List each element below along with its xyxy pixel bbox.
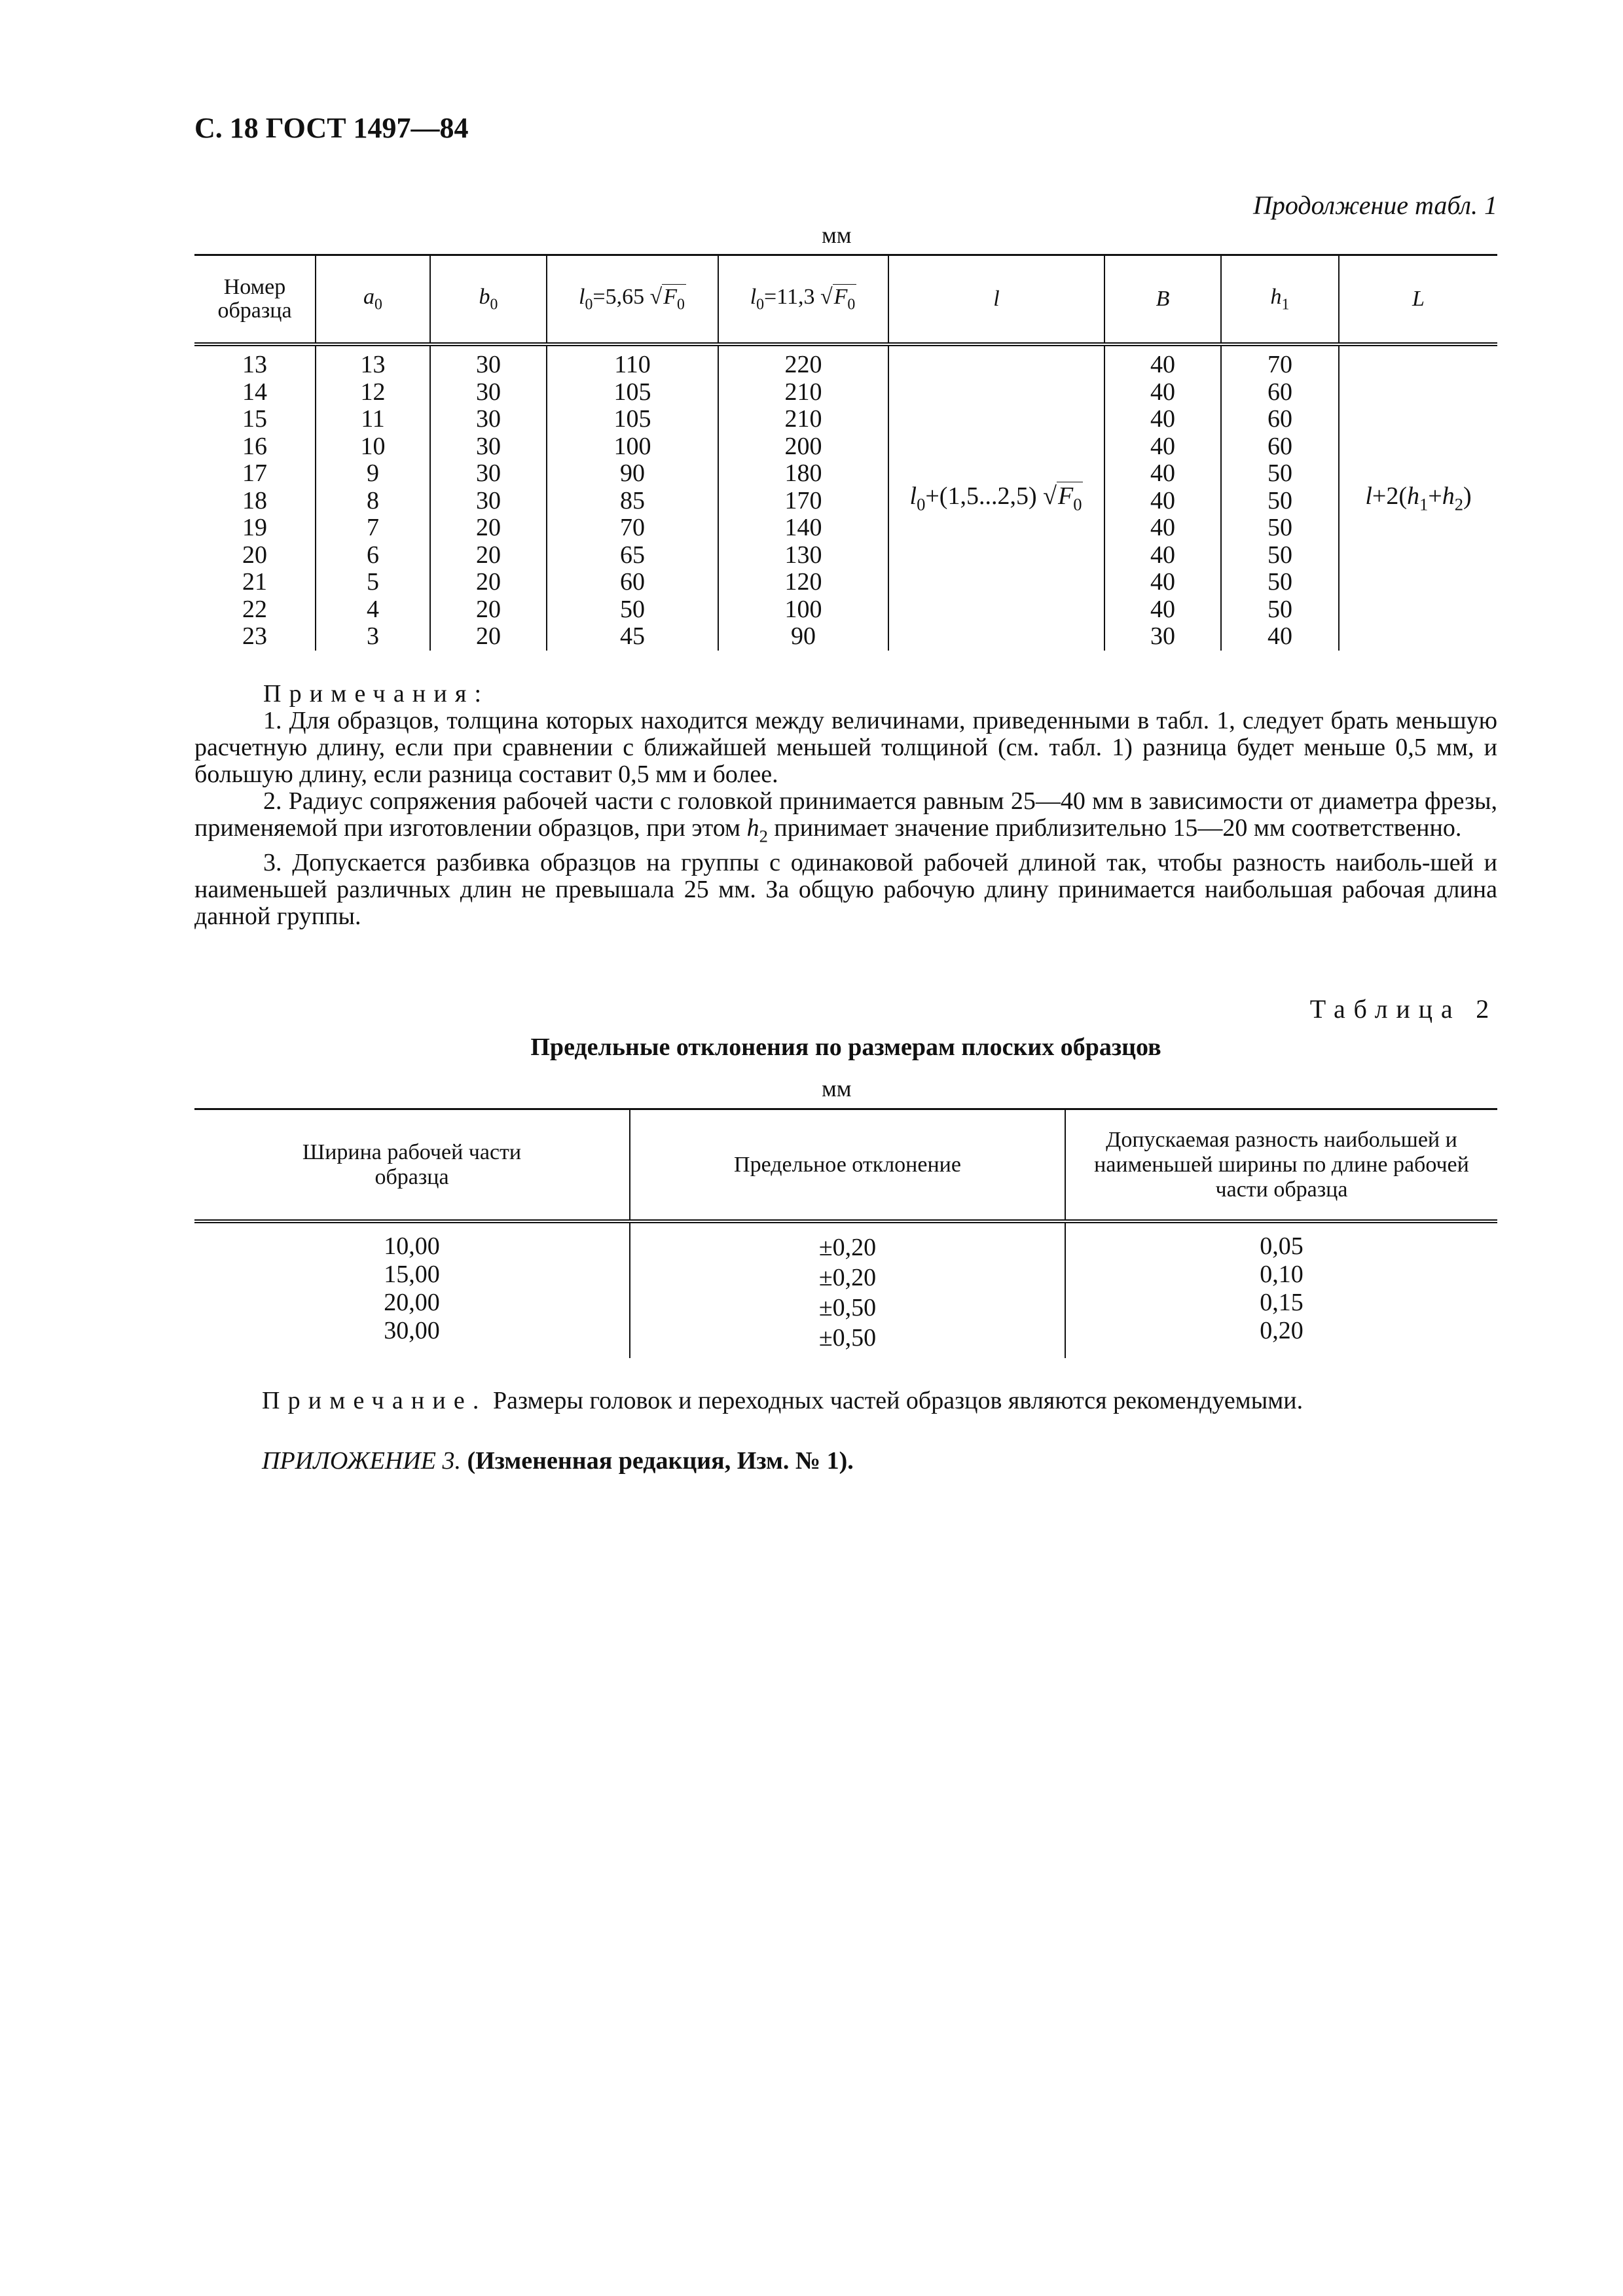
note-1: 1. Для образцов, толщина которых находится между величинами, приведенными в табл. 1, следует брать меньшую расчетную длину, если при сравнении с ближайшей меньшей толщиной (см. табл. 1) разница будет меньше 0,5 мм, и большую длину, если разница составит 0,5 мм и более. (194, 707, 1497, 788)
header-b0: $b_0$ (430, 255, 547, 345)
table1-unit: мм (822, 222, 852, 248)
table2-note: Примечание. Размеры головок и переходных частей образцов являются рекомендуемыми. (262, 1387, 1304, 1414)
cell-B: 40 (1104, 569, 1221, 596)
cell-l565: 110 (547, 344, 718, 379)
cell-number: 22 (242, 595, 267, 623)
cell-difference-list: 0,05 0,10 0,15 0,20 (1065, 1221, 1497, 1358)
table2-title: Предельные отклонения по размерам плоских образцов (530, 1033, 1161, 1061)
header-deviation: Предельное отклонение (630, 1109, 1065, 1222)
cell-h1: 50 (1221, 460, 1339, 488)
cell-B: 40 (1104, 488, 1221, 515)
table-row (194, 433, 1497, 461)
cell-l113: 90 (718, 623, 888, 651)
cell-l113: 130 (718, 542, 888, 569)
header-width: Ширина рабочей части образца (194, 1109, 630, 1222)
table-row (194, 623, 1497, 651)
cell-b0: 30 (430, 460, 547, 488)
table1 (194, 254, 1497, 651)
table-row (194, 379, 1497, 406)
cell-number: 15 (242, 405, 267, 433)
table2-unit: мм (822, 1075, 852, 1102)
cell-b0: 20 (430, 623, 547, 651)
cell-h1: 50 (1221, 488, 1339, 515)
cell-a0: 8 (316, 488, 430, 515)
notes-section (194, 681, 1497, 930)
cell-b0: 30 (430, 433, 547, 461)
cell-B: 40 (1104, 344, 1221, 379)
header-l0-113: $l_0=11,3$ $√F_0$ (718, 255, 888, 345)
cell-b0: 30 (430, 488, 547, 515)
cell-h1: 50 (1221, 569, 1339, 596)
cell-l565: 105 (547, 379, 718, 406)
cell-L-formula: $l+2(h_1+h_2)$ (1339, 344, 1497, 651)
cell-B: 40 (1104, 460, 1221, 488)
header-l: l (888, 255, 1104, 345)
cell-a0: 7 (316, 514, 430, 542)
cell-l113: 210 (718, 406, 888, 433)
page-header: С. 18 ГОСТ 1497—84 (194, 112, 469, 144)
cell-b0: 30 (430, 406, 547, 433)
cell-number: 23 (242, 622, 267, 650)
cell-number: 16 (242, 432, 267, 460)
header-h1: $h_1$ (1221, 255, 1339, 345)
cell-number: 17 (242, 459, 267, 487)
cell-number: 19 (242, 514, 267, 541)
cell-l113: 200 (718, 433, 888, 461)
note-3: 3. Допускается разбивка образцов на группы с одинаковой рабочей длиной так, чтобы разность наиболь-шей и наименьшей различных длин не превышала 25 мм. За общую рабочую длину принимается наибольшая рабочая длина данной группы. (194, 849, 1497, 931)
cell-b0: 20 (430, 596, 547, 624)
cell-a0: 3 (316, 623, 430, 651)
cell-l113: 120 (718, 569, 888, 596)
table-row (194, 514, 1497, 542)
cell-number: 18 (242, 486, 267, 514)
cell-a0: 13 (316, 344, 430, 379)
cell-B: 40 (1104, 406, 1221, 433)
cell-l113: 170 (718, 488, 888, 515)
cell-a0: 6 (316, 542, 430, 569)
header-l0-565: $l_0=5,65$ $√F_0$ (547, 255, 718, 345)
header-L: L (1339, 255, 1497, 345)
header-difference: Допускаемая разность наибольшей и наименьшей ширины по длине рабочей части образца (1065, 1109, 1497, 1222)
note-2: 2. Радиус сопряжения рабочей части с головкой принимается равным 25—40 мм в зависимости от диаметра фрезы, применяемой при изготовлении образцов, при этом $h_2$ принимает значение приблизительно 15—20 мм соответственно. (194, 787, 1497, 846)
cell-l113: 210 (718, 379, 888, 406)
cell-B: 40 (1104, 433, 1221, 461)
cell-l565: 85 (547, 488, 718, 515)
cell-l-formula: $l_0+(1,5...2,5)$ $√F_0$ (888, 344, 1104, 651)
cell-B: 40 (1104, 514, 1221, 542)
table-row (194, 542, 1497, 569)
cell-a0: 11 (316, 406, 430, 433)
header-number: Номер образца (194, 255, 316, 345)
appendix-line: ПРИЛОЖЕНИЕ 3. (Измененная редакция, Изм. № 1). (262, 1447, 854, 1475)
cell-h1: 60 (1221, 406, 1339, 433)
table2 (194, 1108, 1497, 1358)
cell-l565: 105 (547, 406, 718, 433)
cell-h1: 50 (1221, 542, 1339, 569)
cell-l565: 70 (547, 514, 718, 542)
cell-h1: 40 (1221, 623, 1339, 651)
cell-b0: 30 (430, 379, 547, 406)
table-row (194, 569, 1497, 596)
cell-b0: 20 (430, 514, 547, 542)
cell-number: 21 (242, 568, 267, 596)
cell-width-list: 10,00 15,00 20,00 30,00 (384, 1232, 440, 1344)
cell-a0: 12 (316, 379, 430, 406)
cell-l565: 90 (547, 460, 718, 488)
cell-h1: 50 (1221, 514, 1339, 542)
table-row (194, 1221, 1497, 1358)
table2-label: Таблица 2 (1309, 994, 1497, 1024)
table1-header-row (194, 255, 1497, 345)
cell-number: 20 (242, 541, 267, 569)
cell-l113: 140 (718, 514, 888, 542)
cell-a0: 10 (316, 433, 430, 461)
cell-number: 14 (242, 378, 267, 406)
cell-B: 30 (1104, 623, 1221, 651)
table-row (194, 596, 1497, 624)
cell-l565: 50 (547, 596, 718, 624)
table-continuation-label: Продолжение табл. 1 (1252, 190, 1497, 220)
cell-a0: 5 (316, 569, 430, 596)
table-row (194, 406, 1497, 433)
table2-header-row (194, 1109, 1497, 1222)
cell-l113: 100 (718, 596, 888, 624)
cell-h1: 50 (1221, 596, 1339, 624)
table-row (194, 488, 1497, 515)
cell-h1: 60 (1221, 433, 1339, 461)
cell-number: 13 (242, 351, 267, 378)
cell-b0: 20 (430, 542, 547, 569)
cell-l565: 65 (547, 542, 718, 569)
cell-a0: 9 (316, 460, 430, 488)
cell-h1: 70 (1221, 344, 1339, 379)
cell-l565: 45 (547, 623, 718, 651)
cell-B: 40 (1104, 379, 1221, 406)
cell-l565: 100 (547, 433, 718, 461)
notes-title: Примечания: (263, 680, 490, 708)
cell-l113: 180 (718, 460, 888, 488)
cell-deviation-list: ±0,20 ±0,20 ±0,50 ±0,50 (630, 1221, 1065, 1358)
cell-l113: 220 (718, 344, 888, 379)
table-row (194, 344, 1497, 379)
cell-b0: 20 (430, 569, 547, 596)
cell-B: 40 (1104, 596, 1221, 624)
header-a0: $a_0$ (316, 255, 430, 345)
cell-B: 40 (1104, 542, 1221, 569)
cell-a0: 4 (316, 596, 430, 624)
cell-b0: 30 (430, 344, 547, 379)
cell-h1: 60 (1221, 379, 1339, 406)
header-B: B (1104, 255, 1221, 345)
cell-l565: 60 (547, 569, 718, 596)
table-row (194, 460, 1497, 488)
